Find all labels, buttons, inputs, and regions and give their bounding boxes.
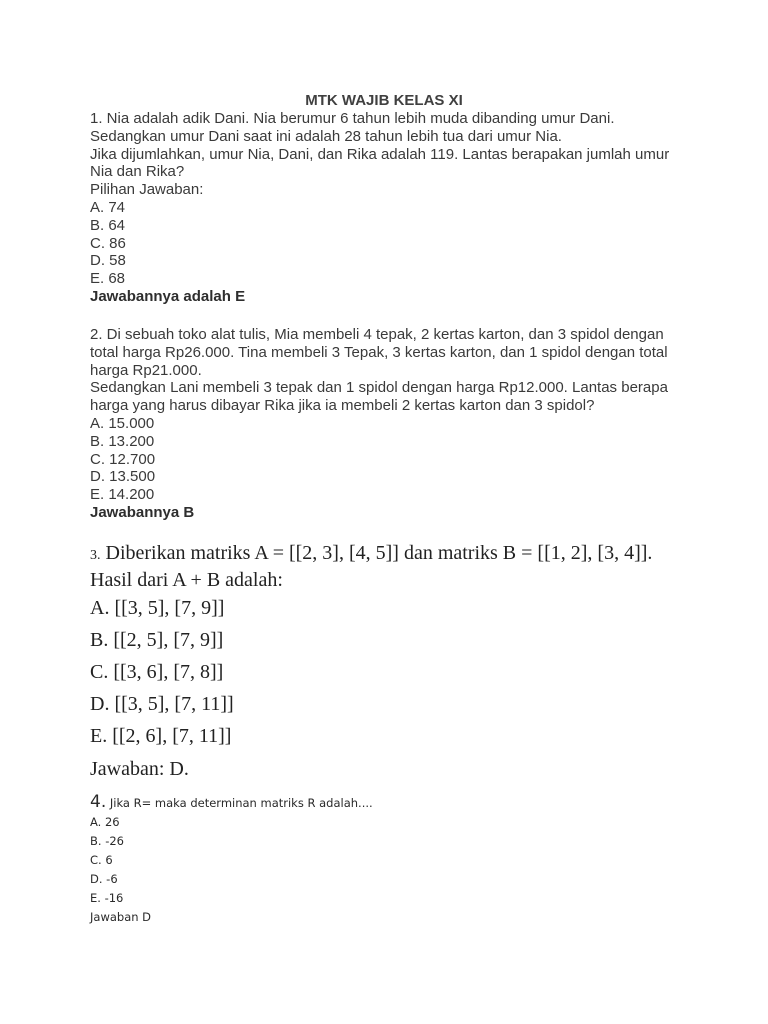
question-4-number: 4. (90, 792, 107, 812)
question-4-option-c: C. 6 (90, 853, 113, 867)
question-3-text-line-2: Hasil dari A + B adalah: (90, 569, 283, 591)
question-1-text-line: Nia dan Rika? (90, 163, 185, 181)
question-1 (90, 110, 690, 306)
question-1-option-e: E. 68 (90, 270, 126, 288)
question-1-option-a: A. 74 (90, 198, 126, 216)
question-3-answer: Jawaban: D. (90, 758, 189, 780)
question-1-option-c: C. 86 (90, 234, 126, 252)
question-1-option-d: D. 58 (90, 252, 126, 270)
document-title: MTK WAJIB KELAS XI (305, 92, 463, 109)
question-4-option-e: E. -16 (90, 891, 124, 905)
question-2-text-line: harga Rp21.000. (90, 361, 202, 379)
question-2-option-c: C. 12.700 (90, 450, 156, 468)
question-2-text-line: 2. Di sebuah toko alat tulis, Mia membeli 4 tepak, 2 kertas karton, dan 3 spidol dengan (90, 326, 664, 343)
question-2-text-line: total harga Rp26.000. Tina membeli 3 Tepak, 3 kertas karton, dan 1 spidol dengan total (90, 343, 668, 361)
question-1-text-line: Sedangkan umur Dani saat ini adalah 28 tahun lebih tua dari umur Nia. (90, 127, 562, 145)
question-3-option-c: C. [[3, 6], [7, 8]] (90, 661, 224, 683)
question-2-answer: Jawabannya B (90, 503, 195, 521)
question-3-option-a: A. [[3, 5], [7, 9]] (90, 597, 225, 619)
question-2-option-b: B. 13.200 (90, 432, 155, 450)
question-4-option-b: B. -26 (90, 834, 124, 848)
question-4-option-d: D. -6 (90, 872, 118, 886)
question-3-text: Diberikan matriks A = [[2, 3], [4, 5]] dan matriks B = [[1, 2], [3, 4]]. (105, 542, 653, 564)
question-1-choices-label: Pilihan Jawaban: (90, 181, 204, 199)
question-4 (90, 793, 690, 927)
question-4-text-line (90, 793, 690, 813)
question-3-text-line (90, 541, 730, 568)
question-3 (90, 541, 730, 592)
question-2-text-line: harga yang harus dibayar Rika jika ia membeli 2 kertas karton dan 3 spidol? (90, 397, 595, 415)
question-1-text-line: Jika dijumlahkan, umur Nia, Dani, dan Rika adalah 119. Lantas berapakan jumlah umur (90, 145, 670, 163)
question-1-text-line: 1. Nia adalah adik Dani. Nia berumur 6 tahun lebih muda dibanding umur Dani. (90, 110, 615, 127)
question-4-text: Jika R= maka determinan matriks R adalah.... (109, 796, 373, 810)
question-2-option-e: E. 14.200 (90, 486, 155, 504)
question-3-number: 3. (90, 548, 101, 563)
question-2-option-d: D. 13.500 (90, 468, 156, 486)
question-4-option-a: A. 26 (90, 815, 120, 829)
question-2 (90, 326, 690, 522)
question-1-option-b: B. 64 (90, 216, 126, 234)
question-2-option-a: A. 15.000 (90, 414, 155, 432)
question-2-text-line: Sedangkan Lani membeli 3 tepak dan 1 spidol dengan harga Rp12.000. Lantas berapa (90, 379, 668, 397)
question-3-option-b: B. [[2, 5], [7, 9]] (90, 629, 224, 651)
question-4-answer: Jawaban D (90, 910, 152, 924)
question-1-answer: Jawabannya adalah E (90, 287, 246, 305)
question-3-option-d: D. [[3, 5], [7, 11]] (90, 693, 234, 715)
question-3-option-e: E. [[2, 6], [7, 11]] (90, 725, 232, 747)
